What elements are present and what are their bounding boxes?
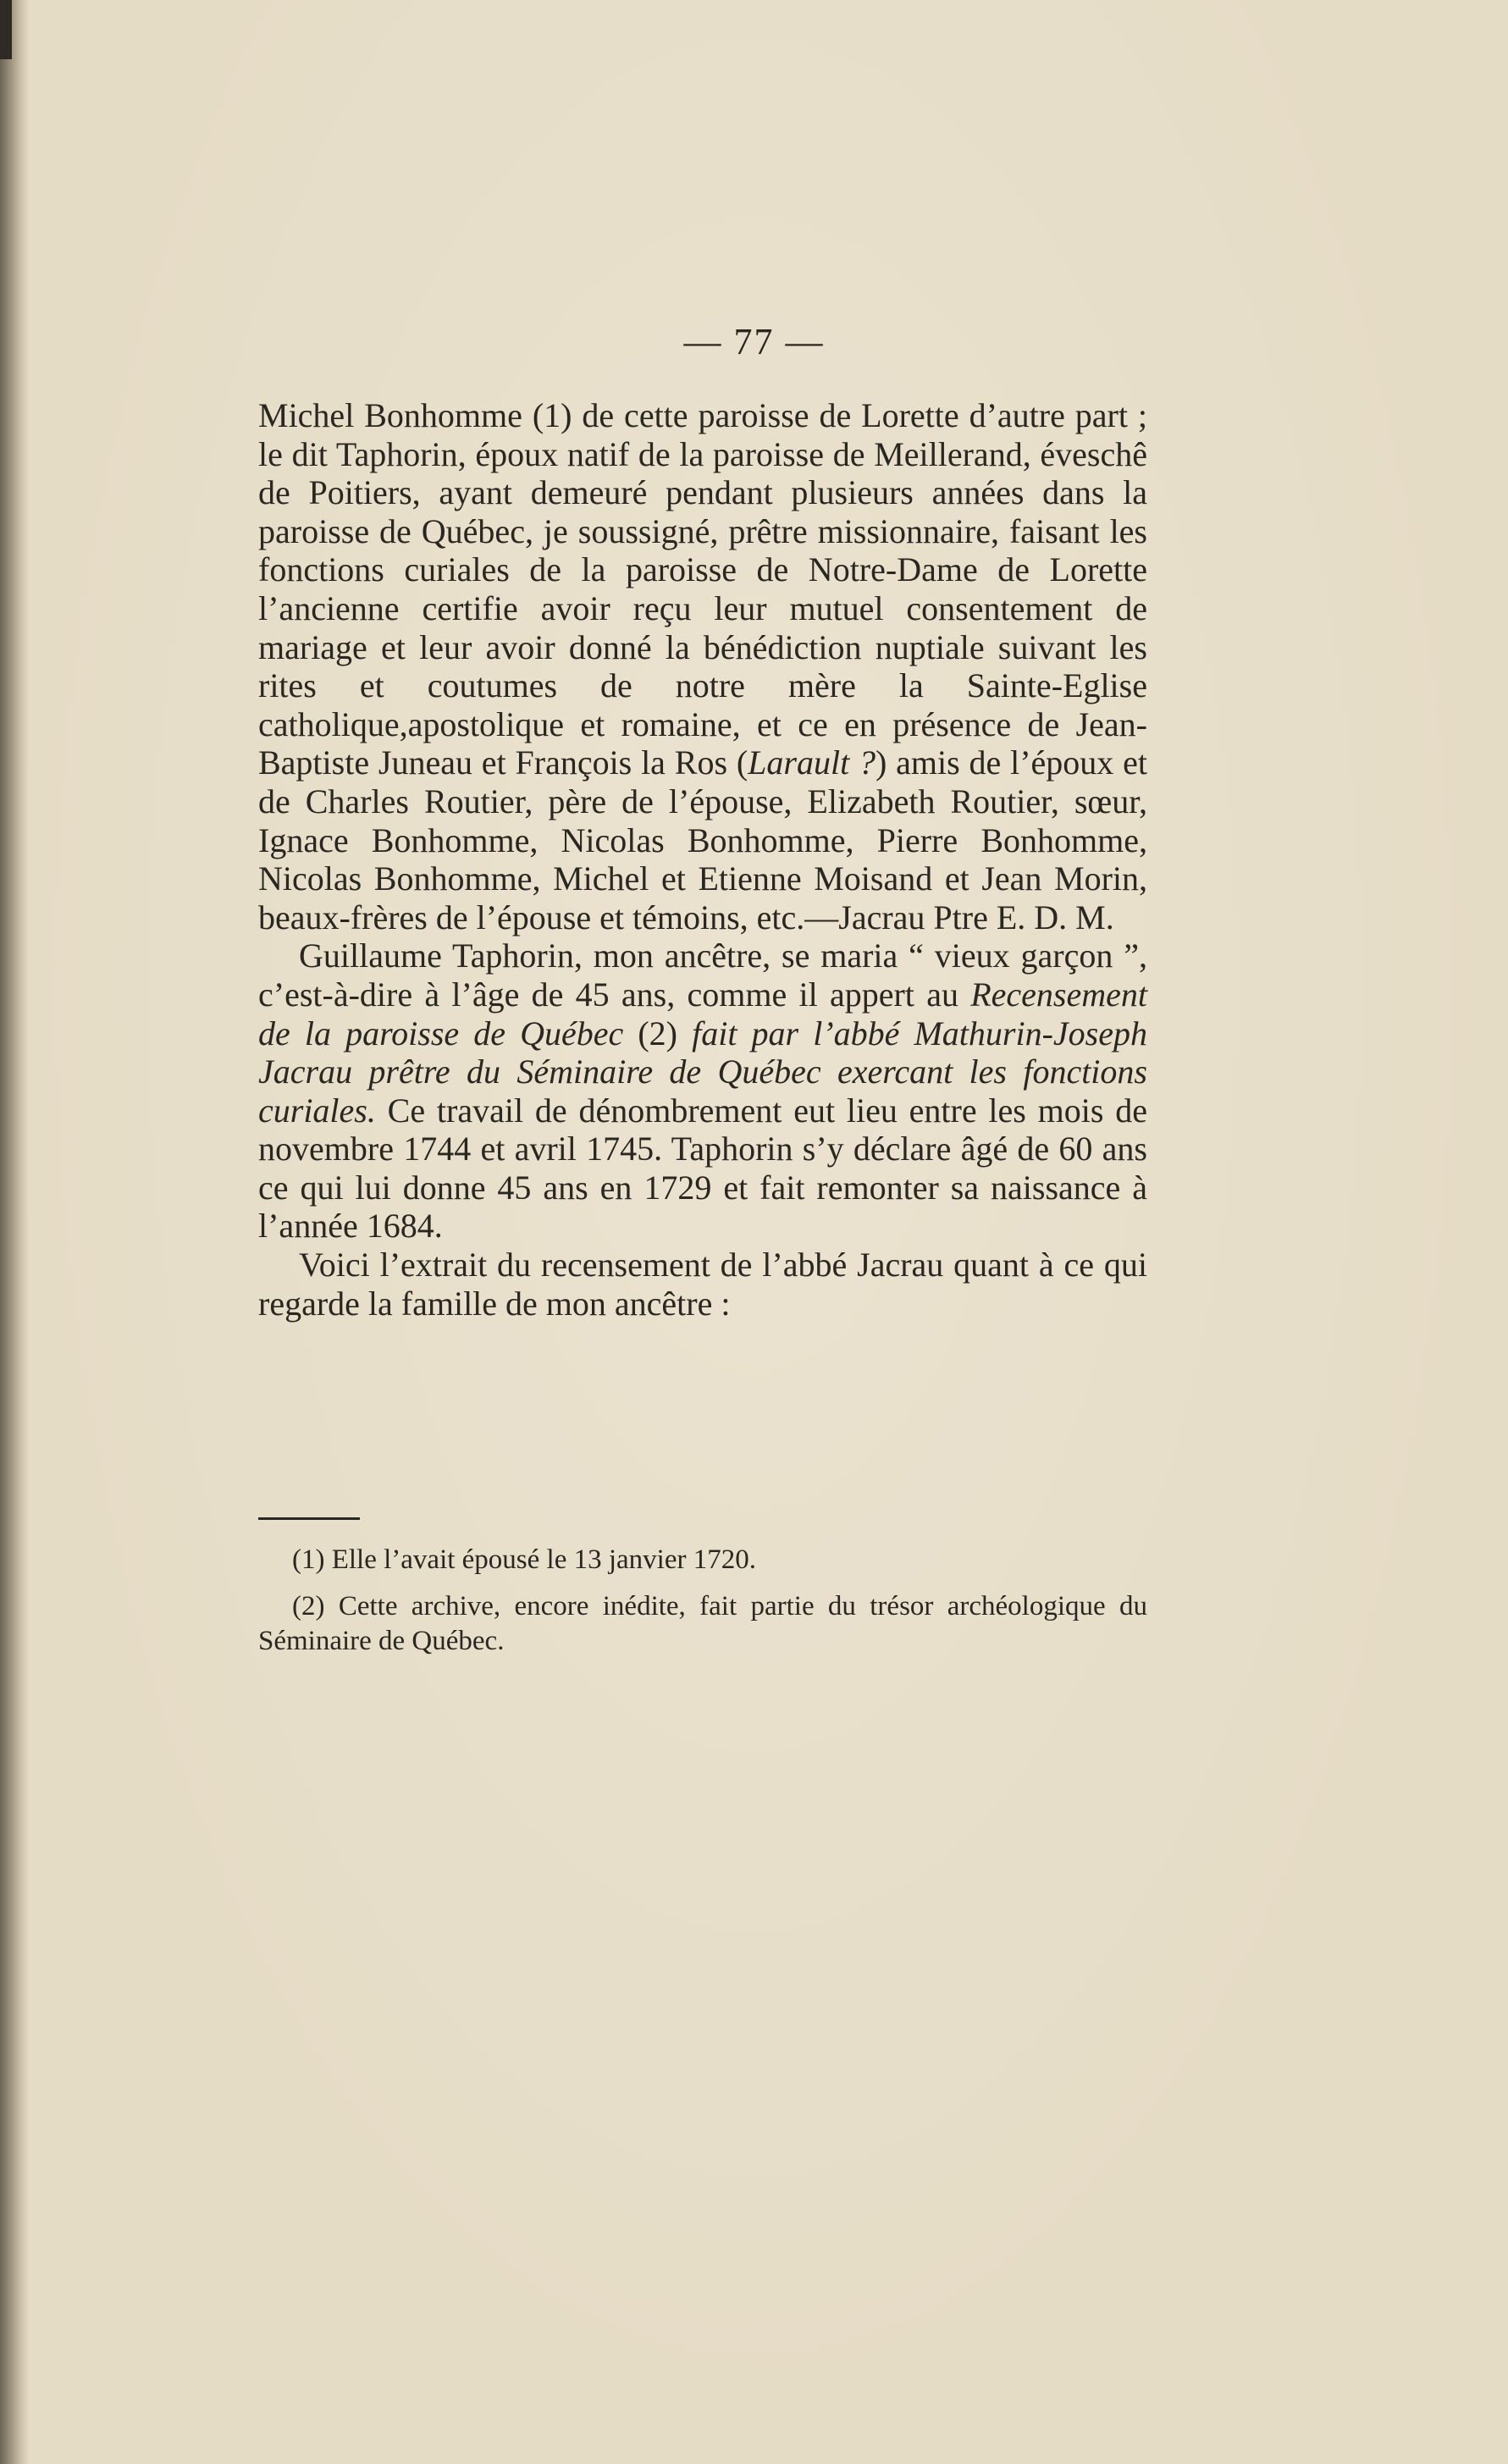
paragraph-marriage-record-text: Michel Bonhomme (1) de cette paroisse de Lorette d’autre part ; le dit Taphorin, époux natif de la paroisse de Meillerand, éveschê de Poitiers, ayant demeuré pendant plusieurs années dans la paroisse de Québec, je soussigné, prêtre missionnaire, faisant les fonctions curiales de la paroisse de Notre-Dame de Lorette l’ancienne certifie avoir reçu leur mutuel consentement de mariage et leur avoir donné la bénédiction nuptiale suivant les rites et coutumes de notre mère la Sainte-Eglise catholique,apostolique et romaine, et ce en présence de Jean-Baptiste Juneau et François la Ros (: [258, 396, 1147, 782]
page-binding-edge: [0, 0, 29, 2464]
page-number: — 77 —: [683, 321, 825, 362]
paragraph-census: [258, 936, 1147, 1246]
paragraph-marriage-record: [258, 396, 1147, 936]
body-text: [258, 396, 1147, 1323]
footnote-1: (1) Elle l’avait épousé le 13 janvier 1720.: [292, 1544, 756, 1575]
binding-tab-mark: [0, 0, 12, 59]
italic-name-larault: Larault ?: [748, 743, 876, 782]
footnote-rule: [258, 1517, 360, 1520]
footnote-ref-2: (2): [623, 1014, 693, 1052]
paragraph-census-start: Guillaume Taphorin, mon ancêtre, se maria “ vieux garçon ”, c’est-à-dire à l’âge de 45 ans, comme il appert au: [258, 936, 1147, 1014]
paragraph-census-end: Ce travail de dénombrement eut lieu entre les mois de novembre 1744 et avril 1745. Taphorin s’y déclare âgé de 60 ans ce qui lui donne 45 ans en 1729 et fait remonter sa naissance à l’année 1684.: [258, 1091, 1147, 1246]
footnotes: [258, 1543, 1147, 1671]
italic-census-author: fait par l’abbé Mathurin-Joseph Jacrau prêtre du Séminaire de Québec exercant les fonctions curiales.: [258, 1014, 1147, 1130]
paragraph-extract-intro: Voici l’extrait du recensement de l’abbé Jacrau quant à ce qui regarde la famille de mon ancêtre :: [258, 1246, 1147, 1323]
footnote-2: (2) Cette archive, encore inédite, fait partie du trésor archéologique du Séminaire de Québec.: [258, 1591, 1147, 1656]
italic-census-title: Recensement de la paroisse de Québec: [258, 975, 1147, 1052]
paragraph-marriage-record-end: ) amis de l’époux et de Charles Routier, père de l’épouse, Elizabeth Routier, sœur, Ignace Bonhomme, Nicolas Bonhomme, Pierre Bonhomme, Nicolas Bonhomme, Michel et Etienne Moisand et Jean Morin, beaux-frères de l’épouse et témoins, etc.—Jacrau Ptre E. D. M.: [258, 743, 1147, 936]
